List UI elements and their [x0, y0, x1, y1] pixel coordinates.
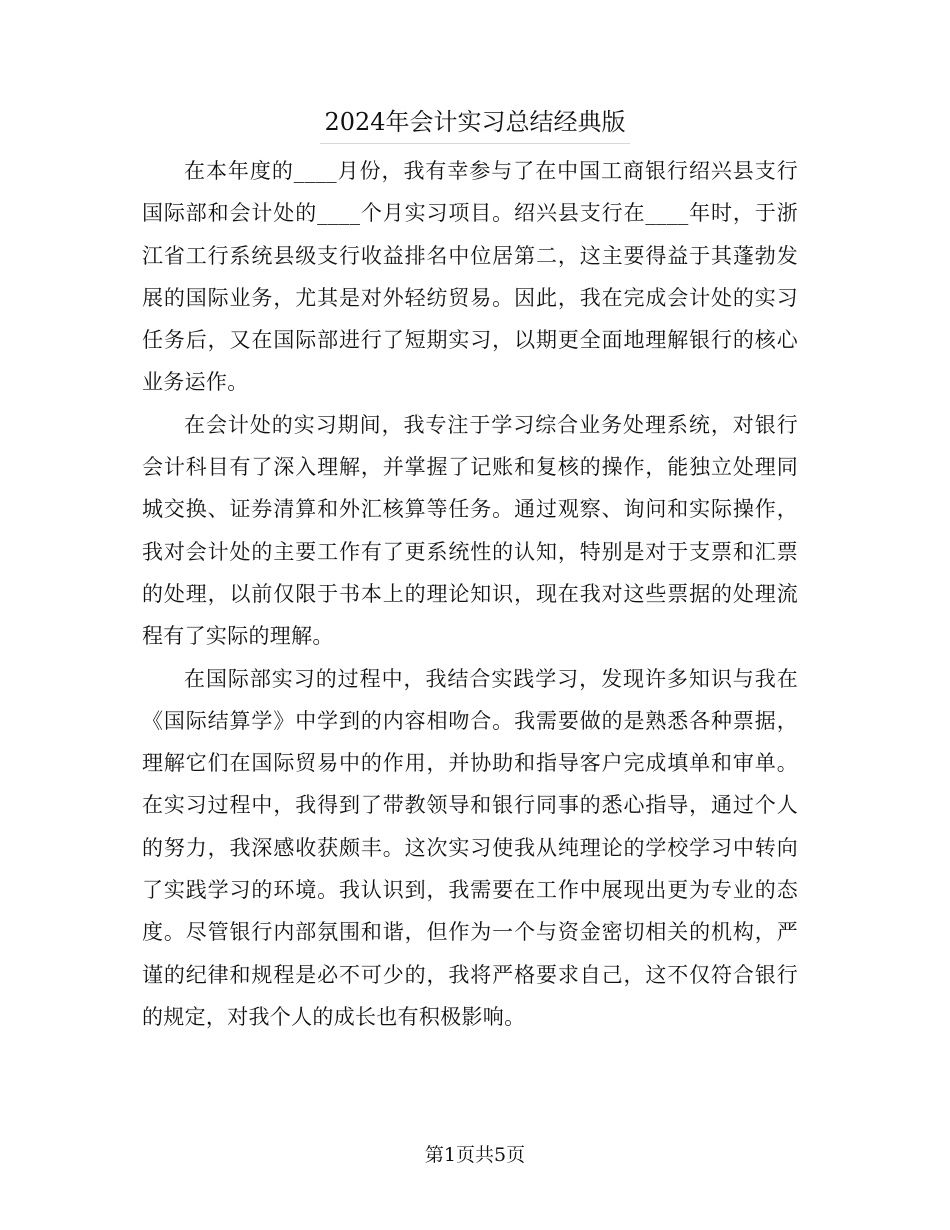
page-number: 第1页共5页	[424, 1144, 526, 1166]
paragraph-2: 在会计处的实习期间，我专注于学习综合业务处理系统，对银行会计科目有了深入理解，并掌握了记账和复核的操作，能独立处理同城交换、证券清算和外汇核算等任务。通过观察、询问和实际操作，我对会计处的主要工作有了更系统性的认知，特别是对于支票和汇票的处理，以前仅限于书本上的理论知识，现在我对这些票据的处理流程有了实际的理解。	[142, 412, 798, 649]
document-body	[142, 150, 798, 1038]
paragraph-1: 在本年度的____月份，我有幸参与了在中国工商银行绍兴县支行国际部和会计处的____个月实习项目。绍兴县支行在____年时，于浙江省工行系统县级支行收益排名中位居第二，这主要得益于其蓬勃发展的国际业务，尤其是对外轻纺贸易。因此，我在完成会计处的实习任务后，又在国际部进行了短期实习，以期更全面地理解银行的核心业务运作。	[142, 159, 798, 395]
page-title: 2024年会计实习总结经典版	[324, 108, 626, 136]
title-underline	[320, 143, 630, 144]
paragraph-3: 在国际部实习的过程中，我结合实践学习，发现许多知识与我在《国际结算学》中学到的内容相吻合。我需要做的是熟悉各种票据，理解它们在国际贸易中的作用，并协助和指导客户完成填单和审单。在实习过程中，我得到了带教领导和银行同事的悉心指导，通过个人的努力，我深感收获颇丰。这次实习使我从纯理论的学校学习中转向了实践学习的环境。我认识到，我需要在工作中展现出更为专业的态度。尽管银行内部氛围和谐，但作为一个与资金密切相关的机构，严谨的纪律和规程是必不可少的，我将严格要求自己，这不仅符合银行的规定，对我个人的成长也有积极影响。	[142, 666, 798, 1029]
